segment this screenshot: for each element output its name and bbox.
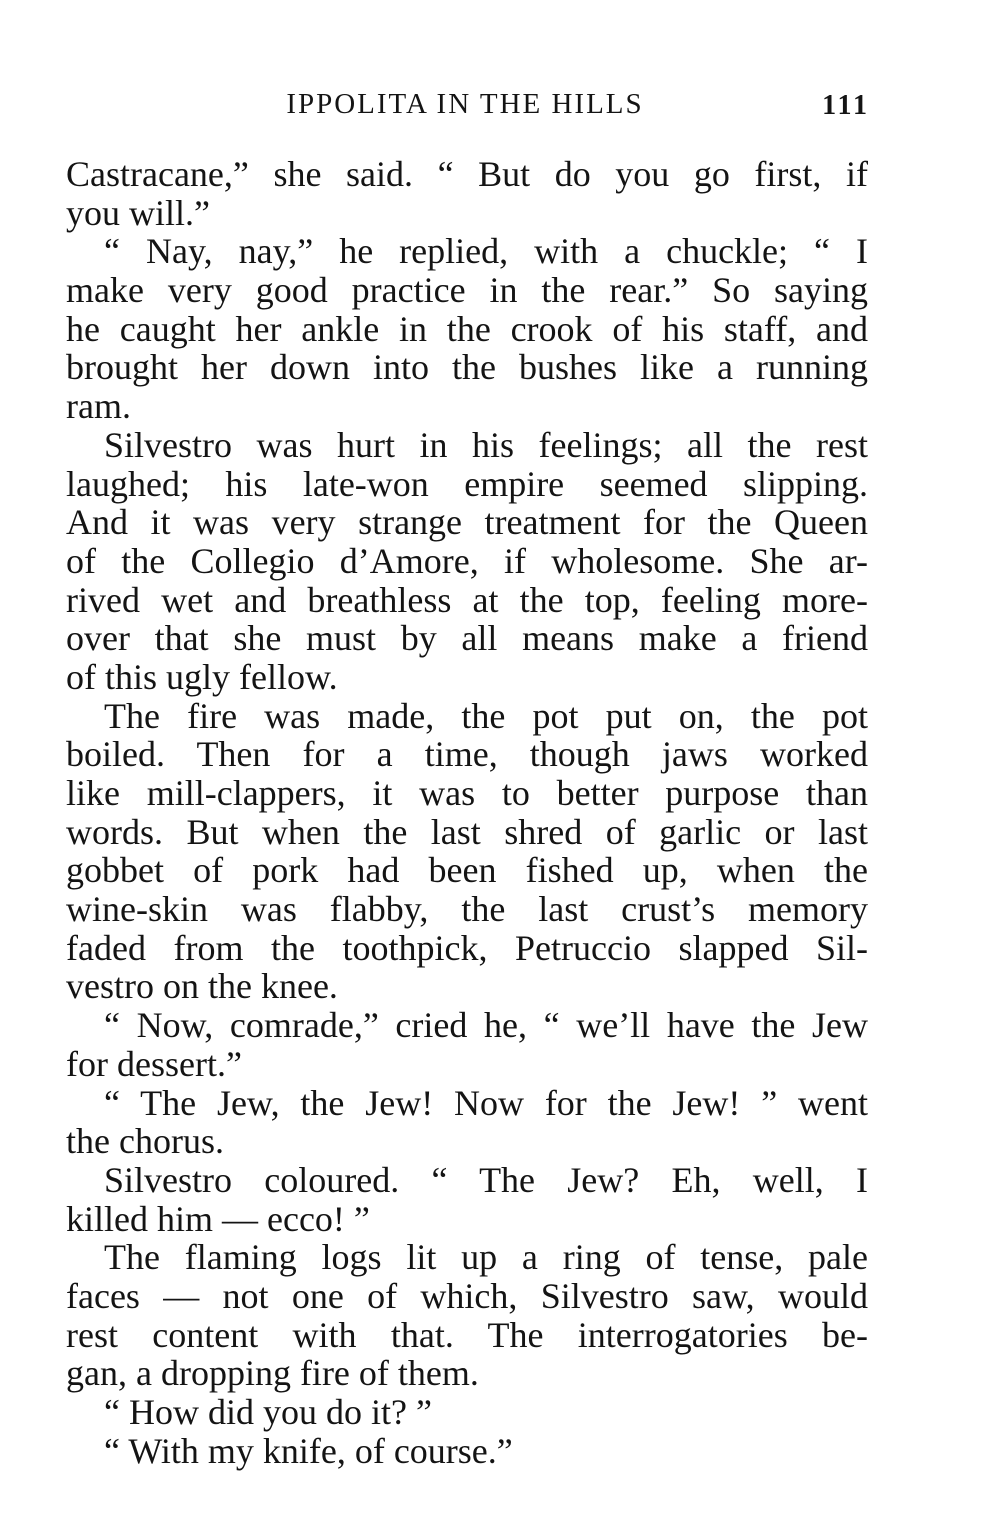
text-line: rived wet and breathless at the top, feeling more- (66, 579, 868, 620)
text-line: boiled. Then for a time, though jaws worked (66, 734, 868, 775)
text-line: of this ugly fellow. (66, 656, 338, 697)
text-line: faded from the toothpick, Petruccio slapped Sil- (66, 927, 868, 968)
text-line: “ The Jew, the Jew! Now for the Jew! ” went (104, 1082, 868, 1123)
body-text (66, 155, 868, 1470)
text-line: Silvestro was hurt in his feelings; all the rest (104, 424, 868, 465)
text-line: “ Now, comrade,” cried he, “ we’ll have the Jew (104, 1005, 868, 1046)
text-line: you will.” (66, 192, 210, 233)
text-line: for dessert.” (66, 1043, 242, 1084)
text-line: killed him — ecco! ” (66, 1198, 370, 1239)
text-line: rest content with that. The interrogatories be- (66, 1314, 868, 1355)
text-line: words. But when the last shred of garlic or last (66, 811, 868, 852)
running-head (60, 84, 870, 124)
page-number: 111 (822, 90, 870, 121)
text-line: he caught her ankle in the crook of his staff, and (66, 308, 868, 349)
running-title: IPPOLITA IN THE HILLS (286, 88, 644, 120)
text-line: over that she must by all means make a friend (66, 618, 868, 659)
text-line: the chorus. (66, 1121, 224, 1162)
text-line: ram. (66, 386, 131, 427)
text-line: gobbet of pork had been fished up, when the (66, 850, 868, 891)
text-line: “ Nay, nay,” he replied, with a chuckle; “ I (104, 231, 868, 272)
text-line: The fire was made, the pot put on, the pot (104, 695, 868, 736)
text-line: The flaming logs lit up a ring of tense, pale (104, 1237, 868, 1278)
text-line: vestro on the knee. (66, 966, 338, 1007)
text-line: brought her down into the bushes like a running (66, 347, 868, 388)
text-line: laughed; his late-won empire seemed slipping. (66, 463, 868, 504)
text-line: faces — not one of which, Silvestro saw, would (66, 1275, 868, 1316)
text-line: make very good practice in the rear.” So saying (66, 270, 868, 311)
text-line: “ How did you do it? ” (104, 1392, 432, 1432)
text-line: gan, a dropping fire of them. (66, 1353, 479, 1394)
text-line: wine-skin was flabby, the last crust’s memory (66, 889, 868, 930)
text-line: Castracane,” she said. “ But do you go first, if (66, 154, 868, 194)
text-line: Silvestro coloured. “ The Jew? Eh, well, I (104, 1159, 868, 1200)
text-line: And it was very strange treatment for the Queen (66, 502, 868, 543)
text-line: like mill-clappers, it was to better purpose than (66, 773, 868, 813)
text-line: of the Collegio d’Amore, if wholesome. She ar- (66, 540, 868, 581)
text-line: “ With my knife, of course.” (104, 1430, 513, 1471)
